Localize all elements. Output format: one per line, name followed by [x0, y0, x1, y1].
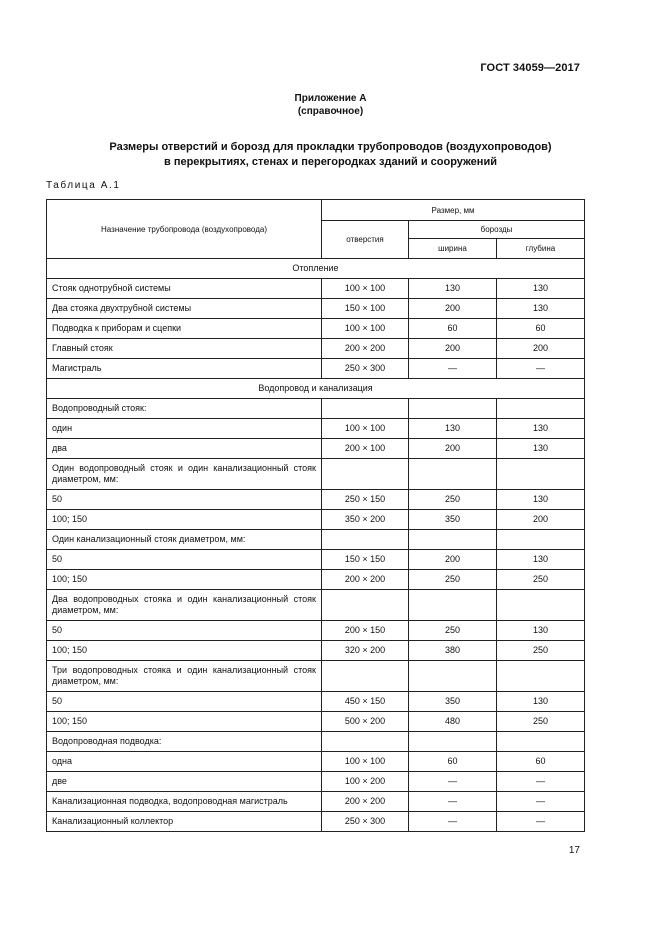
cell-purpose: Канализационная подводка, водопроводная магистраль	[47, 792, 322, 812]
cell-purpose: Магистраль	[47, 359, 322, 379]
header-grooves: борозды	[409, 221, 585, 239]
cell-opening: 200 × 200	[322, 339, 409, 359]
cell-groove-width: 60	[409, 752, 497, 772]
table-row	[47, 530, 585, 550]
cell-groove-depth: 60	[497, 752, 585, 772]
table-row	[47, 279, 585, 299]
cell-purpose: Канализационный коллектор	[47, 812, 322, 832]
table-row	[47, 550, 585, 570]
cell-groove-depth: 200	[497, 339, 585, 359]
cell-opening: 250 × 300	[322, 812, 409, 832]
cell-groove-width: 380	[409, 641, 497, 661]
cell-opening: 320 × 200	[322, 641, 409, 661]
cell-groove-depth	[497, 459, 585, 490]
cell-opening	[322, 399, 409, 419]
table-body	[47, 259, 585, 832]
header-opening: отверстия	[322, 221, 409, 259]
table-row	[47, 359, 585, 379]
section-row	[47, 259, 585, 279]
cell-purpose: одна	[47, 752, 322, 772]
cell-groove-width: 250	[409, 621, 497, 641]
cell-groove-width	[409, 399, 497, 419]
cell-opening: 100 × 100	[322, 419, 409, 439]
cell-opening	[322, 590, 409, 621]
cell-opening: 100 × 100	[322, 279, 409, 299]
cell-purpose: 50	[47, 490, 322, 510]
cell-purpose: Один водопроводный стояк и один канализационный стояк диаметром, мм:	[47, 459, 322, 490]
table-row	[47, 590, 585, 621]
cell-groove-depth: 60	[497, 319, 585, 339]
cell-groove-depth: 130	[497, 419, 585, 439]
cell-purpose: Подводка к приборам и сцепки	[47, 319, 322, 339]
annex-title: Приложение А	[294, 93, 367, 104]
header-purpose: Назначение трубопровода (воздухопровода)	[47, 200, 322, 259]
cell-groove-width: —	[409, 359, 497, 379]
cell-groove-depth: 130	[497, 621, 585, 641]
cell-groove-width: 200	[409, 299, 497, 319]
annex-kind: (справочное)	[297, 106, 364, 117]
cell-groove-width	[409, 590, 497, 621]
cell-purpose: Один канализационный стояк диаметром, мм:	[47, 530, 322, 550]
cell-purpose: 50	[47, 692, 322, 712]
cell-groove-width: 130	[409, 279, 497, 299]
cell-groove-width: —	[409, 772, 497, 792]
cell-purpose: 100; 150	[47, 712, 322, 732]
cell-opening	[322, 732, 409, 752]
table-caption: Таблица А.1	[46, 180, 121, 191]
cell-purpose: 50	[47, 621, 322, 641]
cell-opening: 100 × 100	[322, 319, 409, 339]
table-row	[47, 712, 585, 732]
cell-purpose: Три водопроводных стояка и один канализационный стояк диаметром, мм:	[47, 661, 322, 692]
header-depth: глубина	[497, 239, 585, 259]
cell-groove-depth: 130	[497, 692, 585, 712]
cell-opening: 450 × 150	[322, 692, 409, 712]
cell-groove-depth: —	[497, 359, 585, 379]
cell-purpose: Водопроводный стояк:	[47, 399, 322, 419]
cell-groove-width	[409, 661, 497, 692]
cell-groove-width: —	[409, 792, 497, 812]
table-row	[47, 419, 585, 439]
cell-groove-depth: 130	[497, 490, 585, 510]
cell-groove-width: 350	[409, 692, 497, 712]
cell-groove-width: 60	[409, 319, 497, 339]
cell-groove-width: 130	[409, 419, 497, 439]
table-row	[47, 570, 585, 590]
table-row	[47, 641, 585, 661]
cell-groove-width: 200	[409, 439, 497, 459]
cell-groove-width	[409, 459, 497, 490]
table-title	[70, 140, 591, 170]
cell-groove-depth: 250	[497, 641, 585, 661]
cell-groove-width: 350	[409, 510, 497, 530]
cell-purpose: Водопроводная подводка:	[47, 732, 322, 752]
cell-opening: 250 × 300	[322, 359, 409, 379]
cell-purpose: Два стояка двухтрубной системы	[47, 299, 322, 319]
cell-opening: 350 × 200	[322, 510, 409, 530]
cell-opening: 200 × 150	[322, 621, 409, 641]
cell-purpose: Два водопроводных стояка и один канализационный стояк диаметром, мм:	[47, 590, 322, 621]
table-title-line-1: Размеры отверстий и борозд для прокладки трубопроводов (воздухопроводов)	[109, 141, 552, 153]
cell-opening: 100 × 200	[322, 772, 409, 792]
cell-purpose: один	[47, 419, 322, 439]
cell-groove-depth	[497, 590, 585, 621]
table-row	[47, 490, 585, 510]
cell-opening: 500 × 200	[322, 712, 409, 732]
cell-opening: 100 × 100	[322, 752, 409, 772]
cell-groove-depth: 250	[497, 712, 585, 732]
cell-purpose: Главный стояк	[47, 339, 322, 359]
table-row	[47, 439, 585, 459]
table-row	[47, 319, 585, 339]
cell-groove-depth	[497, 732, 585, 752]
cell-groove-depth: 250	[497, 570, 585, 590]
cell-opening: 150 × 100	[322, 299, 409, 319]
cell-groove-depth: 200	[497, 510, 585, 530]
table-row	[47, 299, 585, 319]
cell-opening	[322, 530, 409, 550]
section-title: Отопление	[47, 259, 585, 279]
cell-groove-width: 200	[409, 550, 497, 570]
cell-purpose: две	[47, 772, 322, 792]
table-row	[47, 339, 585, 359]
annex-heading	[0, 92, 661, 118]
cell-purpose: 100; 150	[47, 510, 322, 530]
table-row	[47, 812, 585, 832]
cell-purpose: Стояк однотрубной системы	[47, 279, 322, 299]
table-row	[47, 732, 585, 752]
section-title: Водопровод и канализация	[47, 379, 585, 399]
cell-opening: 200 × 100	[322, 439, 409, 459]
header-size: Размер, мм	[322, 200, 585, 221]
table-row	[47, 692, 585, 712]
cell-opening: 150 × 150	[322, 550, 409, 570]
table-row	[47, 752, 585, 772]
header-width: ширина	[409, 239, 497, 259]
cell-groove-depth	[497, 530, 585, 550]
cell-purpose: 50	[47, 550, 322, 570]
cell-opening: 250 × 150	[322, 490, 409, 510]
cell-groove-width: 250	[409, 570, 497, 590]
cell-groove-depth: 130	[497, 279, 585, 299]
cell-groove-depth	[497, 399, 585, 419]
cell-groove-width	[409, 732, 497, 752]
table-row	[47, 510, 585, 530]
cell-opening: 200 × 200	[322, 570, 409, 590]
cell-groove-depth	[497, 661, 585, 692]
cell-groove-width	[409, 530, 497, 550]
table-title-line-2: в перекрытиях, стенах и перегородках зданий и сооружений	[164, 156, 497, 168]
section-row	[47, 379, 585, 399]
cell-groove-width: 480	[409, 712, 497, 732]
table-row	[47, 772, 585, 792]
cell-purpose: 100; 150	[47, 641, 322, 661]
cell-groove-depth: —	[497, 792, 585, 812]
table-row	[47, 661, 585, 692]
document-code: ГОСТ 34059—2017	[480, 62, 580, 74]
cell-opening	[322, 459, 409, 490]
cell-groove-depth: 130	[497, 299, 585, 319]
table-row	[47, 621, 585, 641]
cell-groove-depth: 130	[497, 550, 585, 570]
cell-groove-depth: 130	[497, 439, 585, 459]
table-row	[47, 459, 585, 490]
cell-opening: 200 × 200	[322, 792, 409, 812]
table-row	[47, 792, 585, 812]
page-number: 17	[568, 845, 580, 856]
cell-groove-width: 200	[409, 339, 497, 359]
cell-groove-depth: —	[497, 772, 585, 792]
cell-purpose: два	[47, 439, 322, 459]
dimensions-table	[46, 199, 585, 832]
cell-purpose: 100; 150	[47, 570, 322, 590]
cell-groove-width: —	[409, 812, 497, 832]
cell-groove-width: 250	[409, 490, 497, 510]
cell-groove-depth: —	[497, 812, 585, 832]
table-row	[47, 399, 585, 419]
cell-opening	[322, 661, 409, 692]
